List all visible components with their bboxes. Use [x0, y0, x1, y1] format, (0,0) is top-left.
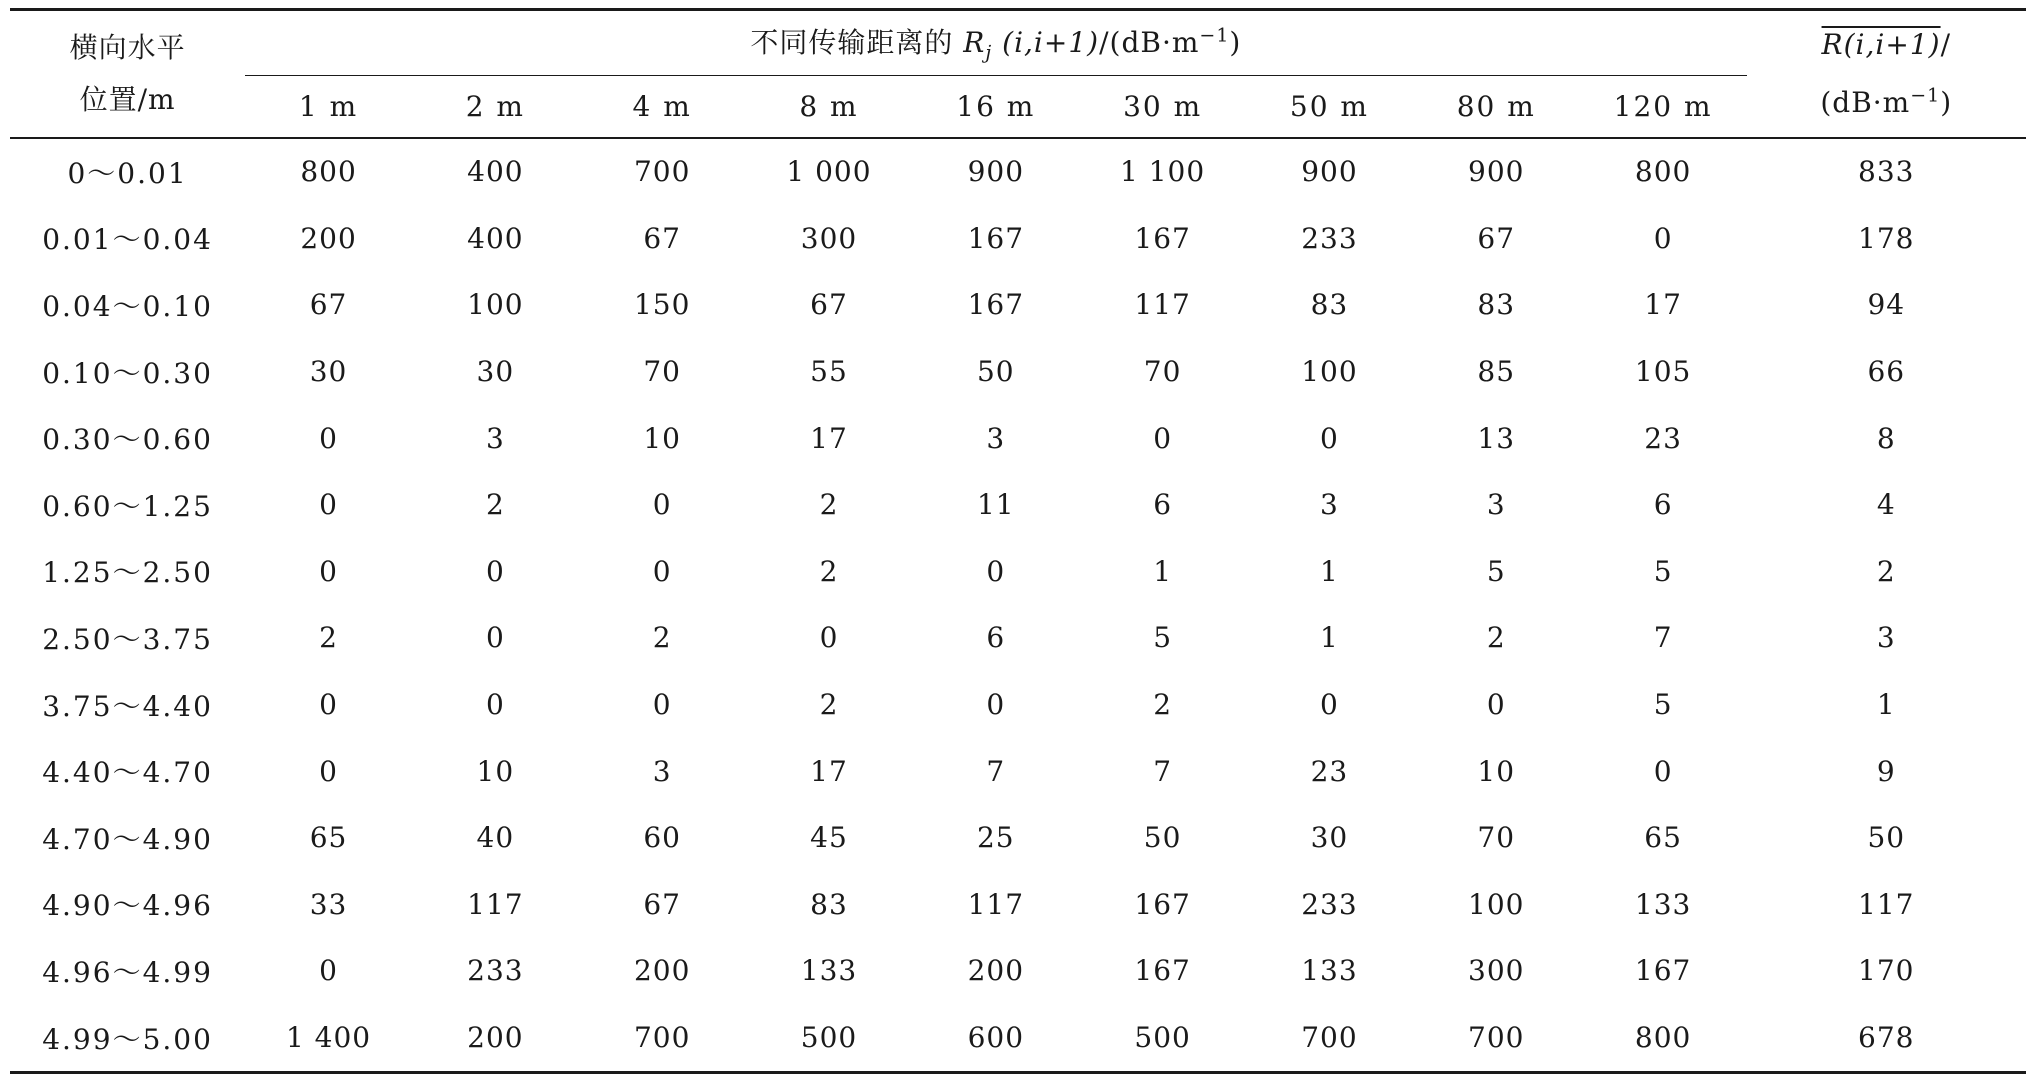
value-cell: 70 — [1143, 355, 1182, 389]
distance-header-50m: 50 m — [1246, 76, 1413, 138]
value-cell: 167 — [1634, 954, 1692, 988]
position-cell: 0.10～0.30 — [42, 356, 213, 390]
value-cell: 45 — [810, 821, 848, 855]
value-cell: 900 — [1468, 155, 1525, 189]
value-cell: 33 — [309, 887, 348, 921]
value-cell: 800 — [300, 155, 357, 189]
table-row — [10, 138, 2026, 206]
average-cell: 178 — [1858, 221, 1915, 255]
value-cell: 1 — [1320, 621, 1339, 655]
value-cell: 300 — [800, 221, 858, 255]
value-cell: 67 — [1477, 221, 1516, 255]
value-cell: 133 — [800, 954, 858, 988]
value-cell: 6 — [1653, 488, 1673, 522]
group-header-unit-close: ) — [1229, 26, 1242, 59]
distance-header-16m: 16 m — [912, 76, 1079, 138]
average-header-line1 — [1747, 16, 2026, 74]
value-cell: 10 — [476, 754, 515, 788]
value-cell: 2 — [1153, 688, 1173, 722]
position-cell: 4.96～4.99 — [42, 955, 213, 989]
value-cell: 0 — [319, 554, 338, 588]
value-cell: 65 — [1644, 821, 1682, 855]
position-cell: 0～0.01 — [67, 156, 188, 190]
value-cell: 1 100 — [1120, 155, 1206, 189]
average-cell: 833 — [1858, 155, 1915, 189]
value-cell: 150 — [633, 288, 691, 322]
value-cell: 83 — [1310, 288, 1349, 322]
position-cell: 0.30～0.60 — [42, 423, 213, 457]
distance-header-4m: 4 m — [579, 76, 746, 138]
value-cell: 133 — [1301, 954, 1358, 988]
value-cell: 0 — [1653, 754, 1673, 788]
value-cell: 17 — [810, 754, 848, 788]
value-cell: 5 — [1653, 554, 1673, 588]
value-cell: 0 — [1653, 221, 1673, 255]
value-cell: 65 — [309, 821, 348, 855]
group-header-symbol: R — [963, 26, 986, 59]
average-cell: 1 — [1876, 688, 1896, 722]
value-cell: 200 — [967, 954, 1025, 988]
distance-header-2m: 2 m — [412, 76, 579, 138]
value-cell: 1 — [1320, 554, 1339, 588]
distance-header-1m: 1 m — [245, 76, 412, 138]
value-cell: 0 — [485, 688, 505, 722]
value-cell: 10 — [1477, 754, 1516, 788]
value-cell: 3 — [1320, 488, 1339, 522]
position-cell: 1.25～2.50 — [42, 556, 213, 590]
value-cell: 1 — [1153, 554, 1173, 588]
value-cell: 7 — [1653, 621, 1673, 655]
value-cell: 700 — [1413, 1004, 1580, 1072]
table-row — [10, 338, 2026, 405]
value-cell: 0 — [986, 554, 1006, 588]
value-cell: 167 — [1134, 221, 1191, 255]
value-cell: 133 — [1634, 887, 1692, 921]
value-cell: 900 — [967, 155, 1025, 189]
value-cell: 67 — [643, 887, 681, 921]
group-header-args: (i,i+1) — [1002, 26, 1100, 59]
value-cell: 60 — [643, 821, 681, 855]
value-cell: 700 — [633, 155, 691, 189]
table-row — [10, 538, 2026, 605]
average-cell: 2 — [1876, 554, 1896, 588]
average-cell: 170 — [1858, 954, 1915, 988]
position-cell: 4.70～4.90 — [42, 822, 213, 856]
value-cell: 117 — [1134, 288, 1191, 322]
value-cell: 5 — [1653, 688, 1673, 722]
value-cell: 23 — [1644, 421, 1682, 455]
value-cell: 70 — [643, 355, 681, 389]
value-cell: 300 — [1468, 954, 1525, 988]
value-cell: 3 — [986, 421, 1006, 455]
average-header-line2 — [1747, 74, 2026, 132]
value-cell: 200 — [300, 221, 357, 255]
value-cell: 3 — [1486, 488, 1506, 522]
value-cell: 23 — [1310, 754, 1349, 788]
value-cell: 0 — [319, 488, 338, 522]
value-cell: 800 — [1580, 1004, 1747, 1072]
value-cell: 0 — [1320, 688, 1339, 722]
value-cell: 6 — [986, 621, 1006, 655]
position-cell: 0.60～1.25 — [42, 489, 213, 523]
value-cell: 2 — [485, 488, 505, 522]
value-cell: 0 — [652, 488, 672, 522]
average-header-unit-exp: −1 — [1910, 84, 1941, 107]
value-cell: 0 — [1320, 421, 1339, 455]
value-cell: 70 — [1477, 821, 1516, 855]
table-row — [10, 871, 2026, 938]
position-cell: 0.04～0.10 — [42, 289, 213, 323]
value-cell: 233 — [1301, 221, 1358, 255]
value-cell: 6 — [1153, 488, 1173, 522]
group-header-unit-exp: −1 — [1199, 24, 1230, 47]
position-header-line2: 位置/m — [79, 82, 176, 116]
value-cell: 0 — [319, 421, 338, 455]
average-cell: 678 — [1747, 1004, 2026, 1072]
value-cell: 700 — [1246, 1004, 1413, 1072]
value-cell: 3 — [485, 421, 505, 455]
table-body — [10, 138, 2026, 1073]
value-cell: 0 — [319, 688, 338, 722]
position-cell: 3.75～4.40 — [42, 689, 213, 723]
value-cell: 200 — [412, 1004, 579, 1072]
table-row — [10, 804, 2026, 871]
value-cell: 11 — [976, 488, 1015, 522]
value-cell: 30 — [476, 355, 515, 389]
average-cell: 3 — [1876, 621, 1896, 655]
distance-header-120m: 120 m — [1580, 76, 1747, 138]
value-cell: 0 — [485, 554, 505, 588]
group-header-prefix: 不同传输距离的 — [750, 26, 954, 59]
value-cell: 800 — [1634, 155, 1692, 189]
distance-group-header — [245, 10, 1746, 76]
table-row — [10, 671, 2026, 738]
value-cell: 167 — [1134, 887, 1191, 921]
distance-header-8m: 8 m — [746, 76, 913, 138]
table-row — [10, 205, 2026, 272]
value-cell: 0 — [819, 621, 839, 655]
value-cell: 50 — [1143, 821, 1182, 855]
value-cell: 0 — [1153, 421, 1173, 455]
value-cell: 100 — [1301, 355, 1358, 389]
average-header-unit-close: ) — [1940, 85, 1953, 119]
position-header-line1: 横向水平 — [69, 30, 186, 64]
group-header-unit-open: /(dB·m — [1099, 26, 1200, 59]
value-cell: 500 — [1079, 1004, 1246, 1072]
value-cell: 83 — [1477, 288, 1516, 322]
value-cell: 25 — [976, 821, 1015, 855]
average-cell: 50 — [1867, 821, 1906, 855]
average-cell: 66 — [1867, 355, 1906, 389]
value-cell: 233 — [467, 954, 524, 988]
value-cell: 85 — [1477, 355, 1516, 389]
value-cell: 3 — [652, 754, 672, 788]
average-cell: 94 — [1867, 288, 1906, 322]
value-cell: 700 — [579, 1004, 746, 1072]
value-cell: 2 — [319, 621, 338, 655]
average-header-slash: / — [1940, 27, 1951, 61]
average-cell: 9 — [1876, 754, 1896, 788]
value-cell: 55 — [810, 355, 848, 389]
table-row — [10, 1004, 2026, 1072]
value-cell: 5 — [1153, 621, 1173, 655]
average-cell: 117 — [1858, 887, 1915, 921]
value-cell: 2 — [819, 554, 839, 588]
value-cell: 0 — [986, 688, 1006, 722]
average-cell: 8 — [1876, 421, 1896, 455]
value-cell: 5 — [1486, 554, 1506, 588]
value-cell: 233 — [1301, 887, 1358, 921]
value-cell: 67 — [810, 288, 848, 322]
value-cell: 7 — [1153, 754, 1173, 788]
table-row — [10, 938, 2026, 1005]
value-cell: 67 — [309, 288, 348, 322]
position-column-header — [10, 10, 245, 138]
value-cell: 0 — [652, 688, 672, 722]
average-column-header — [1747, 10, 2026, 138]
value-cell: 167 — [967, 288, 1025, 322]
value-cell: 17 — [810, 421, 848, 455]
value-cell: 0 — [1486, 688, 1506, 722]
value-cell: 2 — [652, 621, 672, 655]
position-cell: 0.01～0.04 — [42, 223, 213, 257]
value-cell: 17 — [1644, 288, 1682, 322]
value-cell: 30 — [1310, 821, 1349, 855]
position-cell: 4.90～4.96 — [42, 889, 213, 923]
position-cell: 4.99～5.00 — [10, 1004, 245, 1072]
value-cell: 0 — [319, 954, 338, 988]
group-header-subscript: j — [985, 41, 993, 64]
table-row — [10, 471, 2026, 538]
value-cell: 50 — [976, 355, 1015, 389]
table-row — [10, 738, 2026, 805]
value-cell: 117 — [467, 887, 524, 921]
table-row — [10, 405, 2026, 472]
value-cell: 105 — [1634, 355, 1692, 389]
data-table — [10, 8, 2026, 1074]
value-cell: 200 — [633, 954, 691, 988]
value-cell: 400 — [467, 221, 524, 255]
value-cell: 1 400 — [245, 1004, 412, 1072]
distance-header-80m: 80 m — [1413, 76, 1580, 138]
average-header-symbol: R(i,i+1) — [1821, 27, 1941, 61]
value-cell: 400 — [467, 155, 524, 189]
average-header-unit-open: (dB·m — [1820, 85, 1911, 119]
value-cell: 0 — [652, 554, 672, 588]
value-cell: 2 — [1486, 621, 1506, 655]
value-cell: 167 — [967, 221, 1025, 255]
value-cell: 30 — [309, 355, 348, 389]
value-cell: 67 — [643, 221, 681, 255]
value-cell: 2 — [819, 488, 839, 522]
table-row — [10, 605, 2026, 672]
table-row — [10, 272, 2026, 339]
value-cell: 10 — [643, 421, 681, 455]
average-cell: 4 — [1876, 488, 1896, 522]
value-cell: 40 — [476, 821, 515, 855]
distance-header-30m: 30 m — [1079, 76, 1246, 138]
value-cell: 7 — [986, 754, 1006, 788]
value-cell: 100 — [467, 288, 524, 322]
value-cell: 1 000 — [786, 155, 872, 189]
value-cell: 900 — [1301, 155, 1358, 189]
value-cell: 0 — [485, 621, 505, 655]
value-cell: 83 — [810, 887, 848, 921]
position-cell: 2.50～3.75 — [42, 622, 213, 656]
table-header — [10, 10, 2026, 138]
value-cell: 600 — [912, 1004, 1079, 1072]
value-cell: 117 — [967, 887, 1025, 921]
value-cell: 167 — [1134, 954, 1191, 988]
value-cell: 0 — [319, 754, 338, 788]
value-cell: 100 — [1468, 887, 1525, 921]
position-cell: 4.40～4.70 — [42, 756, 213, 790]
value-cell: 500 — [746, 1004, 913, 1072]
value-cell: 2 — [819, 688, 839, 722]
value-cell: 13 — [1477, 421, 1516, 455]
